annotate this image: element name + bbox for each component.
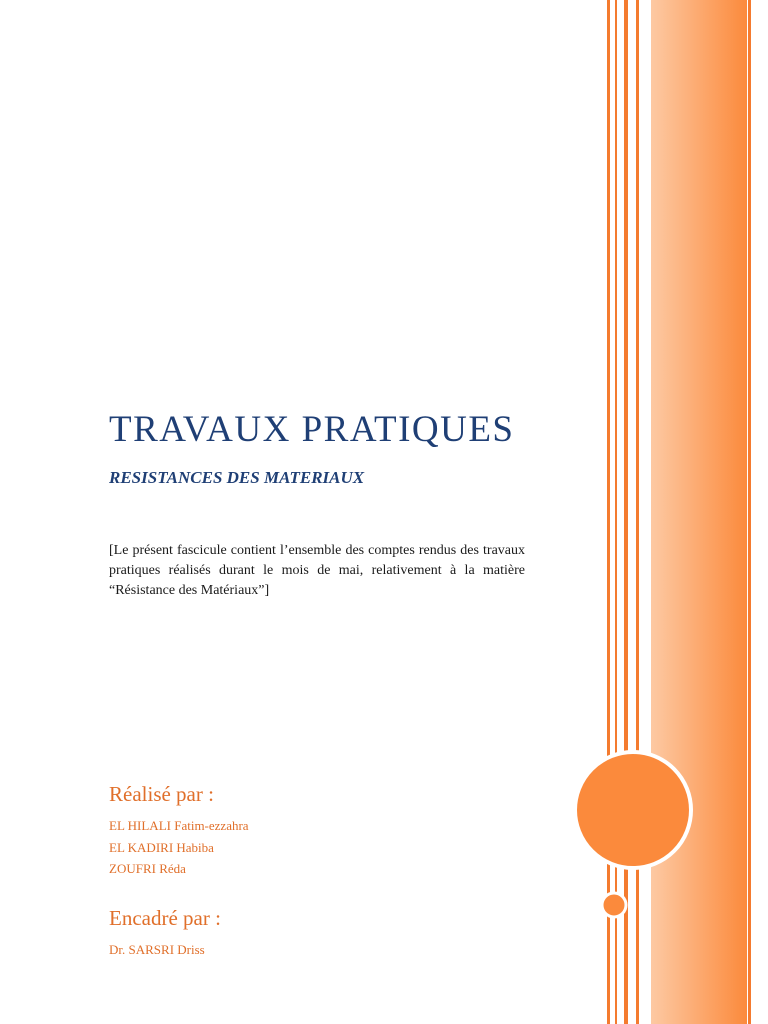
large-orange-circle-icon <box>575 752 691 868</box>
author-name: EL HILALI Fatim-ezzahra <box>109 818 249 833</box>
author-list <box>109 815 249 880</box>
vertical-line-4 <box>636 0 639 1024</box>
vertical-line-1 <box>607 0 610 1024</box>
supervisor-name: Dr. SARSRI Driss <box>109 942 205 957</box>
realise-par-heading: Réalisé par : <box>109 782 214 806</box>
author-name: EL KADIRI Habiba <box>109 839 214 855</box>
document-subtitle: RESISTANCES DES MATERIAUX <box>109 468 365 487</box>
vertical-line-5 <box>748 0 751 1024</box>
encadre-par-heading: Encadré par : <box>109 906 221 930</box>
document-abstract: [Le présent fascicule contient l’ensemble des comptes rendus des travaux pratiques réalisés durant le mois de mai, relativement à la matière “Résistance des Matériaux”] <box>109 543 525 598</box>
small-orange-circle-icon <box>602 893 626 917</box>
supervisor-list <box>109 939 205 961</box>
vertical-line-2 <box>615 0 617 1024</box>
orange-gradient-band <box>651 0 747 1024</box>
document-title: TRAVAUX PRATIQUES <box>109 409 515 450</box>
author-name: ZOUFRI Réda <box>109 861 186 876</box>
vertical-line-3 <box>624 0 628 1024</box>
